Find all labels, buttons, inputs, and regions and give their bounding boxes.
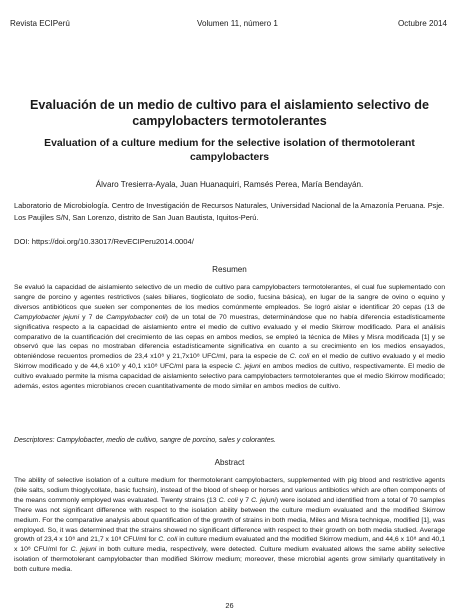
- resumen-heading: Resumen: [212, 265, 247, 274]
- abstract-heading: Abstract: [214, 458, 245, 467]
- issue-date: Octubre 2014: [397, 19, 447, 28]
- resumen-text: Se evaluó la capacidad de aislamiento selectivo de un medio de cultivo para campylobacters termotolerantes, el cual fue suplementado con sangre de porcino y agentes restrictivos (sales biliares, tioglicolato de sodio, fucsina básica), en lugar de la sangre de ovino o equino y diversos antibióticos que suelen ser componentes de los medios comúnmente empleados. Se logró aislar e identificar 20 cepas (13 de Campylobacter jejuni y 7 de Campylobacter coli) de un total de 70 muestras, determinándose que no había diferencia estadísticamente significativa respecto a la capacidad de aislamiento entre el medio de cultivo evaluado y el medio Skirrow modificado. Para el análisis comparativo de la cuantificación del crecimiento de las cepas en ambos medios, se empleó la técnica de Miles y Misra modificada [1] y se observó que las cepas no mostraban diferencia estadísticamente significativa en cuanto a su crecimiento en los medios ensayados, obteniéndose recuentos promedios de 23,4 x10⁸ y 21,7x10⁸ UFC/ml, para la especie de C. coli en el medio de cultivo evaluado y el medio Skirrow modificado y de 44,6 x10⁸ y 40,1 x10⁸ UFC/ml para la especie C. jejuni en ambos medios de cultivo, respectivamente. El medio de cultivo evaluado permite la misma capacidad de aislamiento selectivo para campylobacters termotolerantes que el medio Skirrow modificado; además, estos agentes microbianos crecen cuantitativamente de modo similar en ambos medios de cultivo.: [14, 284, 445, 391]
- author-list: Álvaro Tresierra-Ayala, Juan Huanaquiri, Ramsés Perea, María Bendayán.: [95, 180, 364, 189]
- page-number: 26: [225, 601, 234, 610]
- volume-number: Volumen 11, número 1: [197, 19, 278, 28]
- doi-link[interactable]: DOI: https://doi.org/10.33017/RevECIPeru2014.0004/: [14, 237, 194, 246]
- keywords-descriptores: Descriptores: Campylobacter, medio de cultivo, sangre de porcino, sales y colorantes.: [14, 437, 276, 444]
- title-english: Evaluation of a culture medium for the selective isolation of thermotolerant campylobacters: [44, 138, 415, 163]
- journal-name: Revista ECIPerú: [10, 19, 70, 28]
- affiliation: Laboratorio de Microbiología. Centro de Investigación de Recursos Naturales, Universidad Nacional de la Amazonía Peruana. Psje. Los Paujiles S/N, San Lorenzo, distrito de San Juan Bautista, Iquitos-Perú.: [14, 201, 445, 222]
- title-spanish: Evaluación de un medio de cultivo para el aislamiento selectivo de campylobacters termotolerantes: [30, 98, 429, 128]
- running-header: [10, 19, 449, 31]
- abstract-text: The ability of selective isolation of a culture medium for thermotolerant campylobacters, supplemented with pig blood and restrictive agents (bile salts, sodium thioglycollate, basic fuchsin), instead of the blood of sheep or horses and various antibiotics which are often components of the means commonly employed was evaluated. Twenty strains (13 C. coli y 7 C. jejuni) were isolated and identified from a total of 70 samples There was not significant difference with respect to the isolation ability between the culture medium evaluated and the modified Skirrow medium. For the comparative analysis about quantification of the growth of strains in both media, Miles and Misra technique, modified [1], was employed. So, it was determined that the strains showed no significant difference with respect to their growth on both media studied. Average growth of 23,4 x 10⁸ and 21,7 x 10⁸ CFU/ml for C. coli in culture medium evaluated and the modified Skirrow medium, and 44,6 x 10⁸ and 40,1 x 10⁸ CFU/ml for C. jejuni in both culture media, respectively, were detected. Culture medium evaluated allows the same ability selective isolation of thermotolerant campylobacter than modified Skirrow medium; moreover, these microbial agents grow similarly quantitatively in both culture media.: [14, 477, 446, 574]
